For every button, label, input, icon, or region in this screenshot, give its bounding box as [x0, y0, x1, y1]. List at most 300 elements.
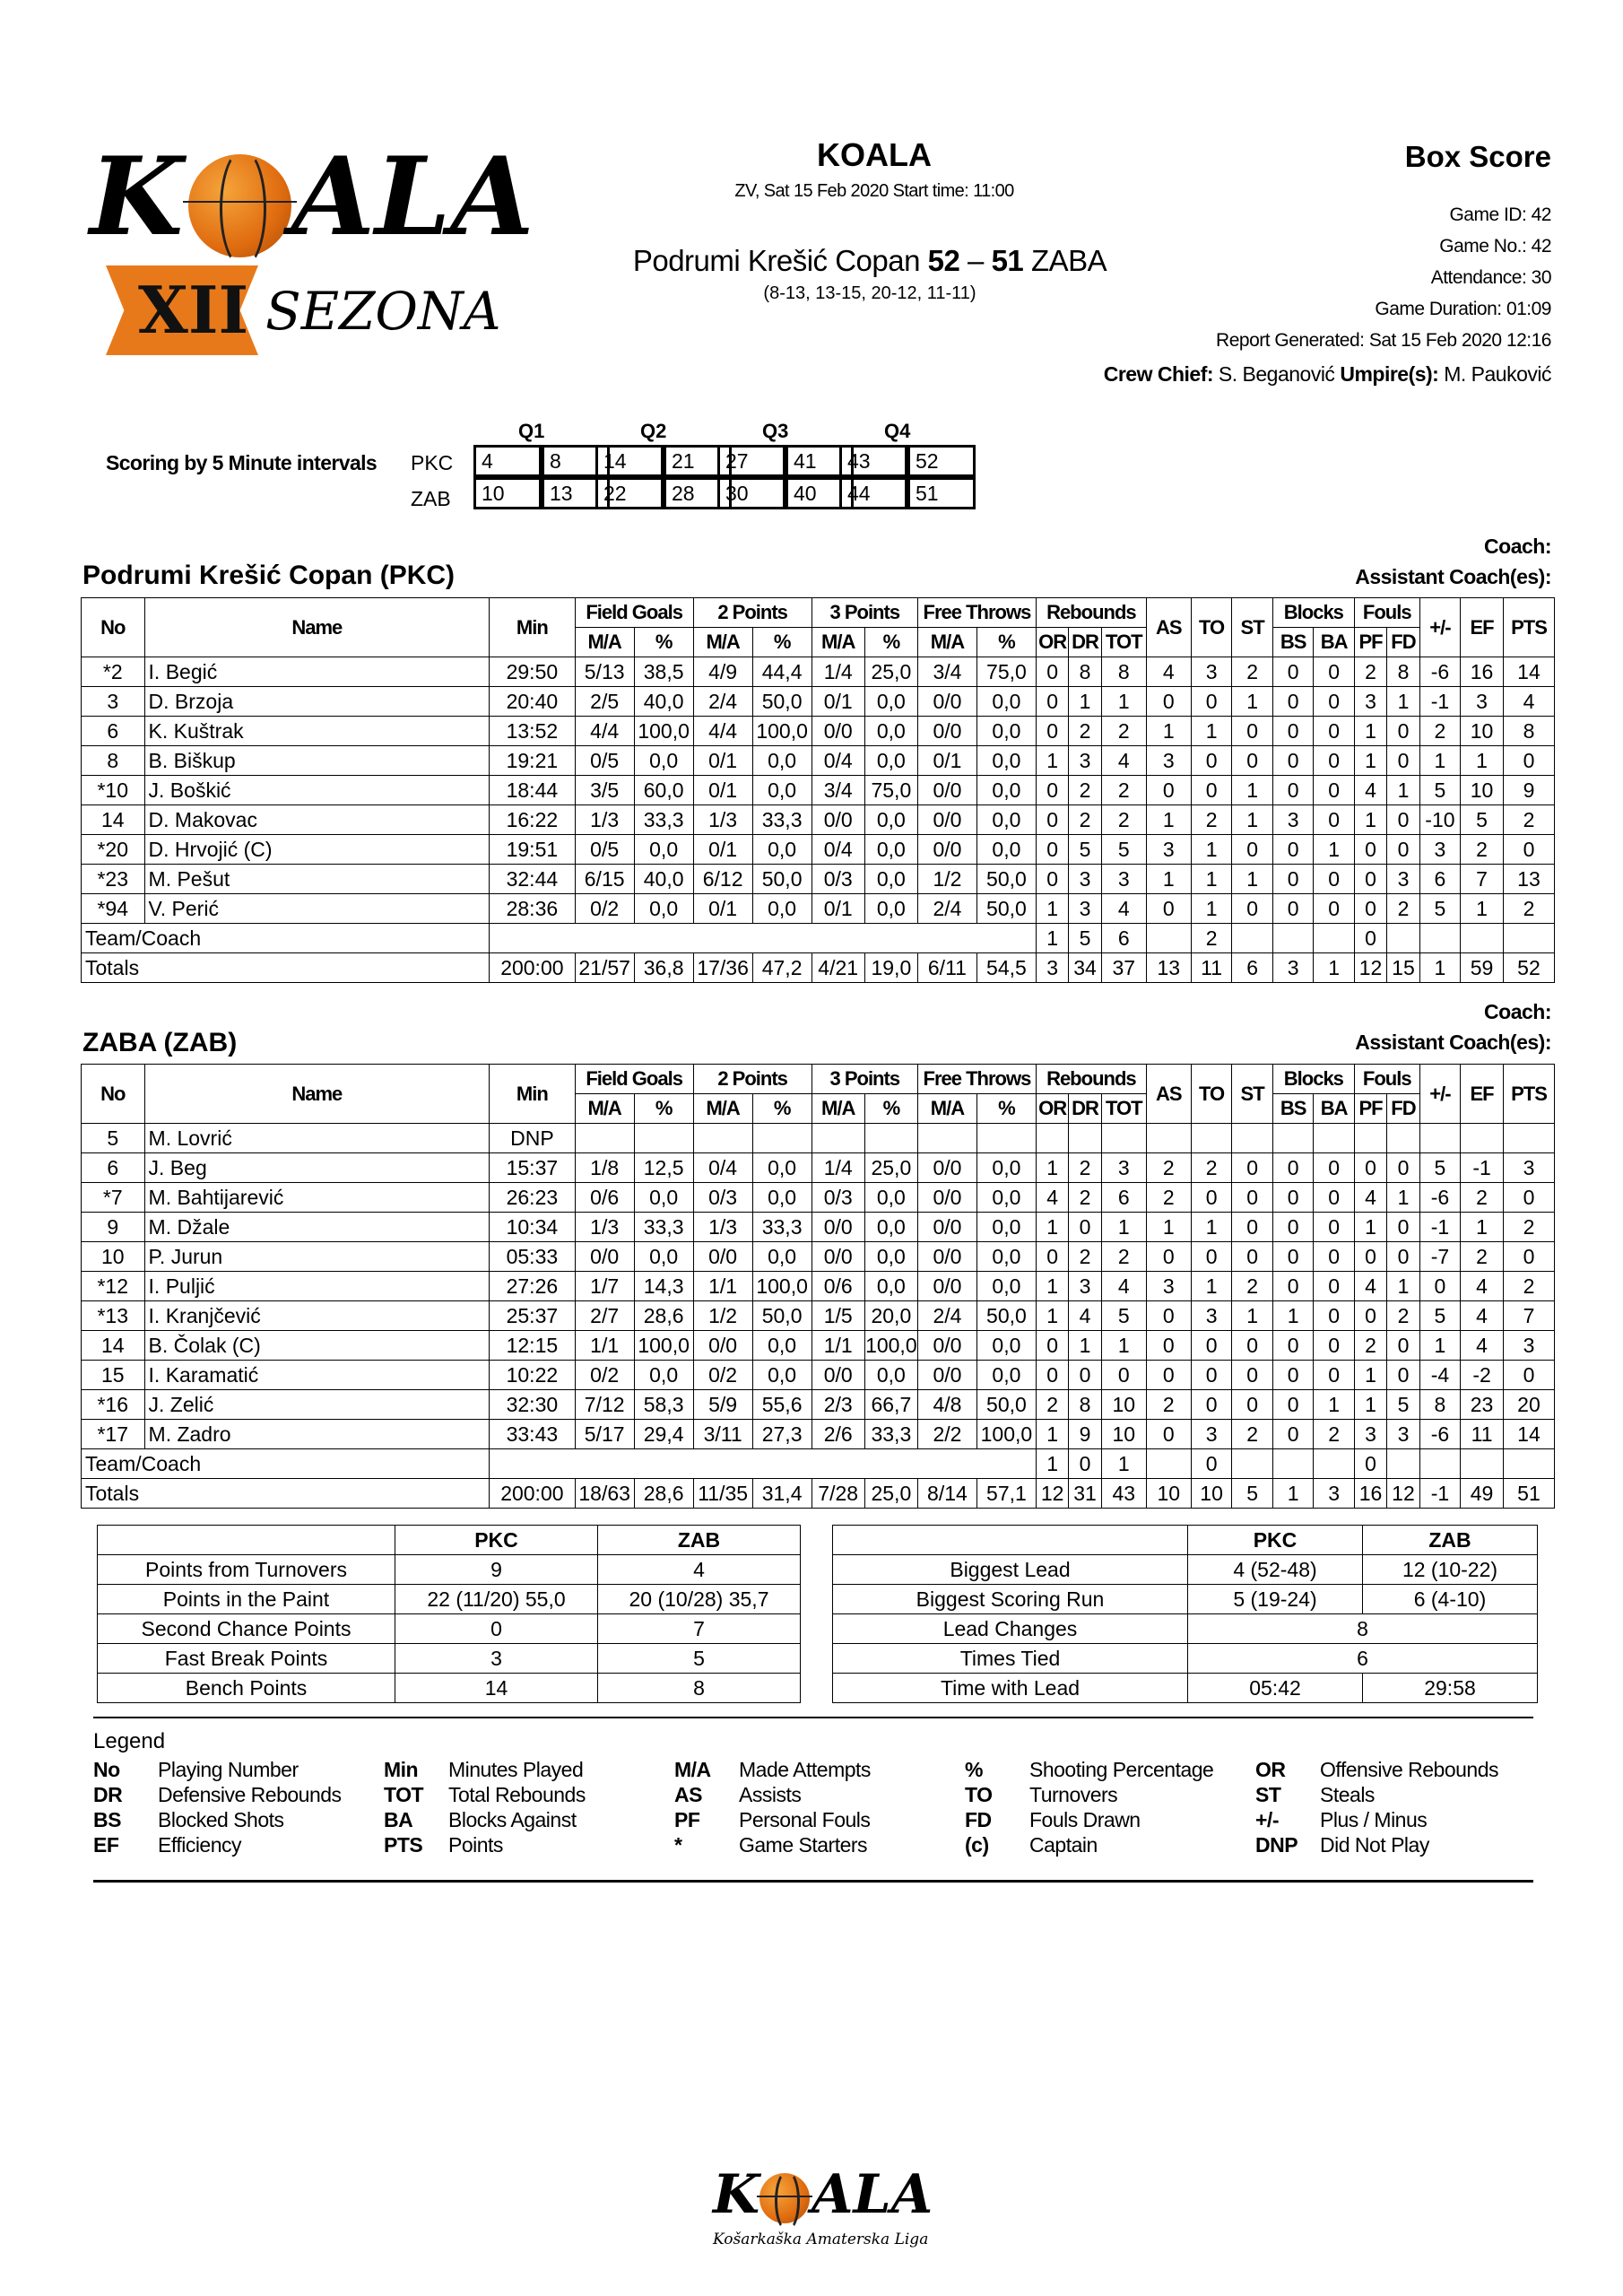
- player-number: 10: [82, 1242, 145, 1272]
- team-pm: [1419, 1449, 1461, 1479]
- stat-cell: -6: [1419, 657, 1461, 687]
- legend-desc: Fouls Drawn: [1029, 1808, 1141, 1831]
- stat-cell: 1: [1191, 1213, 1232, 1242]
- stat-cell: 50,0: [976, 1301, 1036, 1331]
- legend-key: AS: [674, 1783, 702, 1806]
- stat-cell: [693, 1124, 752, 1153]
- stat-cell: 4: [1354, 1183, 1386, 1213]
- stat-cell: 0: [1314, 687, 1355, 717]
- stat-cell: 66,7: [864, 1390, 917, 1420]
- logo-letter-k: K: [90, 134, 184, 260]
- intervals-label: Scoring by 5 Minute intervals: [106, 451, 378, 474]
- stat-cell: DNP: [490, 1124, 576, 1153]
- stat-cell: -1: [1461, 1153, 1504, 1183]
- stat-cell: 0: [1191, 1361, 1232, 1390]
- stat-cell: 1: [1387, 687, 1419, 717]
- stat-cell: 0/5: [575, 835, 634, 865]
- stat-cell: 1: [1461, 746, 1504, 776]
- stat-cell: 28,6: [634, 1301, 693, 1331]
- stat-cell: 2/6: [812, 1420, 864, 1449]
- stat-cell: 1/4: [812, 1153, 864, 1183]
- totals-cell: 57,1: [976, 1479, 1036, 1509]
- stat-cell: 1: [1146, 1213, 1191, 1242]
- footer-logo: [713, 2163, 933, 2265]
- stat-cell: 0: [1314, 1272, 1355, 1301]
- stat-cell: 14,3: [634, 1272, 693, 1301]
- stat-cell: 10:22: [490, 1361, 576, 1390]
- stat-cell: 60,0: [634, 776, 693, 805]
- team-pf: 0: [1354, 1449, 1386, 1479]
- player-row: [82, 865, 1555, 894]
- away-team-name: ZABA: [1030, 244, 1107, 277]
- stat-cell: 3/5: [575, 776, 634, 805]
- player-name: B. Biškup: [144, 746, 490, 776]
- game-duration: Game Duration: 01:09: [1375, 299, 1551, 319]
- home-score: 52: [927, 244, 960, 277]
- player-number: *17: [82, 1420, 145, 1449]
- stat-cell: 3: [1146, 835, 1191, 865]
- summary-value: 5: [598, 1644, 801, 1674]
- stat-cell: 0,0: [976, 1272, 1036, 1301]
- stat-cell: 6/15: [575, 865, 634, 894]
- col-rebounds: Rebounds: [1036, 598, 1146, 628]
- stat-cell: 0: [1387, 1361, 1419, 1390]
- stat-cell: 0,0: [864, 805, 917, 835]
- col-ma: M/A: [575, 628, 634, 657]
- stat-cell: 33,3: [752, 805, 812, 835]
- player-row: [82, 746, 1555, 776]
- stat-cell: 0,0: [864, 717, 917, 746]
- col-pct: %: [634, 628, 693, 657]
- stat-cell: 0: [1503, 835, 1554, 865]
- stat-cell: [1101, 1124, 1146, 1153]
- stat-cell: 0,0: [752, 1153, 812, 1183]
- totals-cell: 37: [1101, 953, 1146, 983]
- legend-desc: Efficiency: [158, 1833, 242, 1857]
- stat-cell: 0/1: [917, 746, 976, 776]
- stat-cell: 0,0: [976, 805, 1036, 835]
- player-number: 5: [82, 1124, 145, 1153]
- stat-cell: 3: [1272, 805, 1314, 835]
- stat-cell: 40,0: [634, 687, 693, 717]
- stat-cell: 0/0: [917, 805, 976, 835]
- stat-cell: 2: [1069, 805, 1101, 835]
- legend-desc: Defensive Rebounds: [158, 1783, 342, 1806]
- stat-cell: 4/4: [575, 717, 634, 746]
- stat-cell: 28:36: [490, 894, 576, 924]
- stat-cell: 0,0: [634, 1242, 693, 1272]
- interval-q4-table: [839, 445, 976, 509]
- stat-cell: 0: [1314, 776, 1355, 805]
- stat-cell: 1: [1461, 894, 1504, 924]
- stat-cell: 1/3: [693, 1213, 752, 1242]
- stat-cell: 7/12: [575, 1390, 634, 1420]
- stat-cell: 16:22: [490, 805, 576, 835]
- umpire-value: M. Pauković: [1444, 362, 1551, 386]
- totals-cell: -1: [1419, 1479, 1461, 1509]
- stat-cell: 0/0: [812, 717, 864, 746]
- stat-cell: 0: [1314, 657, 1355, 687]
- player-name: D. Makovac: [144, 805, 490, 835]
- team-ba: [1314, 924, 1355, 953]
- totals-cell: 5: [1232, 1479, 1273, 1509]
- legend-top-rule: [93, 1717, 1533, 1718]
- player-name: I. Puljić: [144, 1272, 490, 1301]
- totals-cell: 10: [1191, 1479, 1232, 1509]
- stat-cell: 0: [1232, 894, 1273, 924]
- stat-cell: 1: [1036, 894, 1068, 924]
- player-row: [82, 805, 1555, 835]
- summary-value: 6: [1188, 1644, 1538, 1674]
- player-name: M. Džale: [144, 1213, 490, 1242]
- player-row: [82, 1361, 1555, 1390]
- legend-desc: Minutes Played: [448, 1758, 584, 1781]
- stat-cell: 1: [1191, 865, 1232, 894]
- legend-bottom-rule: [93, 1880, 1533, 1883]
- stat-cell: 2/5: [575, 687, 634, 717]
- stat-cell: 0/1: [693, 835, 752, 865]
- stat-cell: 5: [1069, 835, 1101, 865]
- col-field-goals: Field Goals: [575, 598, 693, 628]
- stat-cell: 0,0: [634, 1361, 693, 1390]
- stat-cell: 1: [1146, 805, 1191, 835]
- team1-title: Podrumi Krešić Copan (PKC): [82, 561, 456, 590]
- stat-cell: 18:44: [490, 776, 576, 805]
- stat-cell: 1: [1101, 687, 1146, 717]
- team1-coach: Coach:: [1484, 535, 1551, 558]
- col-tot: TOT: [1101, 628, 1146, 657]
- col-pct: %: [976, 628, 1036, 657]
- stat-cell: 4: [1069, 1301, 1101, 1331]
- stat-cell: 0,0: [976, 746, 1036, 776]
- stat-cell: 11: [1461, 1420, 1504, 1449]
- stat-cell: 4: [1461, 1301, 1504, 1331]
- stat-cell: 0,0: [976, 776, 1036, 805]
- stat-cell: 3: [1503, 1331, 1554, 1361]
- legend-desc: Playing Number: [158, 1758, 299, 1781]
- stat-cell: 0,0: [976, 717, 1036, 746]
- stat-cell: 3: [1191, 1420, 1232, 1449]
- stat-cell: 2: [1069, 1183, 1101, 1213]
- stat-cell: 0,0: [752, 746, 812, 776]
- stat-cell: 4: [1101, 746, 1146, 776]
- totals-cell: 6/11: [917, 953, 976, 983]
- col-plus-minus: +/-: [1419, 1065, 1461, 1124]
- stat-cell: [1191, 1124, 1232, 1153]
- stat-cell: 5: [1419, 776, 1461, 805]
- team-coach-row: [82, 924, 1555, 953]
- player-number: 14: [82, 805, 145, 835]
- col-dr: DR: [1069, 628, 1101, 657]
- stat-cell: 0,0: [864, 1272, 917, 1301]
- legend-key: PTS: [384, 1833, 423, 1857]
- stat-cell: 0: [1314, 1153, 1355, 1183]
- stat-cell: 0: [1146, 894, 1191, 924]
- player-row: [82, 657, 1555, 687]
- col-fd: FD: [1387, 1094, 1419, 1124]
- stat-cell: -6: [1419, 1183, 1461, 1213]
- stat-cell: 2: [1101, 776, 1146, 805]
- stat-cell: 75,0: [976, 657, 1036, 687]
- interval-cell: 40: [785, 477, 854, 509]
- stat-cell: 2/4: [917, 894, 976, 924]
- stat-cell: 3: [1101, 1153, 1146, 1183]
- team-or: 1: [1036, 924, 1068, 953]
- stat-cell: 0/0: [917, 1153, 976, 1183]
- team1-assistant: Assistant Coach(es):: [1355, 565, 1551, 588]
- stat-cell: 1: [1354, 1390, 1386, 1420]
- stat-cell: 1: [1354, 1213, 1386, 1242]
- stat-cell: 20:40: [490, 687, 576, 717]
- totals-cell: 1: [1272, 1479, 1314, 1509]
- stat-cell: 0/0: [693, 1242, 752, 1272]
- stat-cell: 1: [1036, 1153, 1068, 1183]
- stat-cell: 0/3: [693, 1183, 752, 1213]
- legend-key: Min: [384, 1758, 419, 1781]
- legend-key: DR: [93, 1783, 123, 1806]
- interval-cell: 22: [595, 477, 664, 509]
- player-number: *2: [82, 657, 145, 687]
- col-pct: %: [864, 1094, 917, 1124]
- stat-cell: 0/0: [812, 1213, 864, 1242]
- team2-title: ZABA (ZAB): [82, 1028, 238, 1057]
- col-name: Name: [144, 598, 490, 657]
- summary-left: [97, 1525, 801, 1703]
- stat-cell: -10: [1419, 805, 1461, 835]
- stat-cell: 0,0: [752, 1331, 812, 1361]
- stat-cell: 3: [1354, 1420, 1386, 1449]
- player-number: 9: [82, 1213, 145, 1242]
- stat-cell: 0: [1232, 1242, 1273, 1272]
- stat-cell: 0: [1272, 1331, 1314, 1361]
- team-ef: [1461, 1449, 1504, 1479]
- stat-cell: 5: [1461, 805, 1504, 835]
- stat-cell: 2: [1069, 1153, 1101, 1183]
- interval-cell: 21: [664, 445, 732, 477]
- totals-cell: 11/35: [693, 1479, 752, 1509]
- col-3-points: 3 Points: [812, 598, 917, 628]
- stat-cell: 2: [1461, 1183, 1504, 1213]
- totals-row: [82, 1479, 1555, 1509]
- stat-cell: 0: [1036, 1361, 1068, 1390]
- stat-cell: 0: [1232, 746, 1273, 776]
- stat-cell: 5/17: [575, 1420, 634, 1449]
- stat-cell: 2/4: [693, 687, 752, 717]
- stat-cell: 0: [1191, 687, 1232, 717]
- stat-cell: 1: [1461, 1213, 1504, 1242]
- stat-cell: 13:52: [490, 717, 576, 746]
- col-pct: %: [976, 1094, 1036, 1124]
- footer-logo-k: K: [713, 2163, 760, 2226]
- legend-desc: Game Starters: [739, 1833, 868, 1857]
- col-ma: M/A: [917, 628, 976, 657]
- summary-value: 0: [395, 1614, 598, 1644]
- summary-label: Lead Changes: [833, 1614, 1188, 1644]
- stat-cell: 0: [1354, 1153, 1386, 1183]
- stat-cell: 0,0: [864, 746, 917, 776]
- legend-key: DNP: [1255, 1833, 1298, 1857]
- team-dr: 0: [1069, 1449, 1101, 1479]
- stat-cell: 0: [1354, 835, 1386, 865]
- stat-cell: 1: [1036, 1213, 1068, 1242]
- col-plus-minus: +/-: [1419, 598, 1461, 657]
- stat-cell: 32:44: [490, 865, 576, 894]
- totals-cell: 3: [1036, 953, 1068, 983]
- stat-cell: [1272, 1124, 1314, 1153]
- stat-cell: 0: [1232, 1213, 1273, 1242]
- stat-cell: 1: [1419, 1331, 1461, 1361]
- stat-cell: 1: [1191, 894, 1232, 924]
- stat-cell: 2: [1191, 805, 1232, 835]
- team-bs: [1272, 924, 1314, 953]
- stat-cell: 0/0: [917, 1272, 976, 1301]
- summary-label: Bench Points: [98, 1674, 395, 1703]
- stat-cell: 40,0: [634, 865, 693, 894]
- totals-cell: 52: [1503, 953, 1554, 983]
- stat-cell: 10: [1461, 776, 1504, 805]
- stat-cell: 9: [1503, 776, 1554, 805]
- stat-cell: 0/4: [693, 1153, 752, 1183]
- stat-cell: 25,0: [864, 657, 917, 687]
- totals-cell: 28,6: [634, 1479, 693, 1509]
- totals-cell: 3: [1272, 953, 1314, 983]
- stat-cell: 0: [1314, 1301, 1355, 1331]
- team2-box-score: [81, 1064, 1555, 1509]
- stat-cell: 4: [1503, 687, 1554, 717]
- stat-cell: [1036, 1124, 1068, 1153]
- stat-cell: 3: [1146, 746, 1191, 776]
- stat-cell: 2: [1191, 1153, 1232, 1183]
- legend-key: M/A: [674, 1758, 711, 1781]
- summary-value: 6 (4-10): [1363, 1585, 1538, 1614]
- totals-cell: 34: [1069, 953, 1101, 983]
- interval-cell: 28: [664, 477, 732, 509]
- stat-cell: 2: [1146, 1390, 1191, 1420]
- player-row: [82, 1272, 1555, 1301]
- team-as: [1146, 924, 1191, 953]
- stat-cell: 0/0: [917, 687, 976, 717]
- stat-cell: 12,5: [634, 1153, 693, 1183]
- player-name: M. Pešut: [144, 865, 490, 894]
- stat-cell: 2: [1354, 657, 1386, 687]
- stat-cell: 0: [1272, 776, 1314, 805]
- team-coach-label: Team/Coach: [82, 924, 490, 953]
- stat-cell: 0: [1272, 657, 1314, 687]
- game-subtitle: ZV, Sat 15 Feb 2020 Start time: 11:00: [734, 181, 1014, 201]
- stat-cell: 0/0: [917, 1242, 976, 1272]
- col-name: Name: [144, 1065, 490, 1124]
- stat-cell: 2: [1503, 1213, 1554, 1242]
- player-number: *7: [82, 1183, 145, 1213]
- stat-cell: 0,0: [976, 687, 1036, 717]
- stat-cell: 1/8: [575, 1153, 634, 1183]
- team1-box-score: [81, 597, 1555, 983]
- col-as: AS: [1146, 1065, 1191, 1124]
- col-min: Min: [490, 598, 576, 657]
- stat-cell: 2: [1503, 894, 1554, 924]
- stat-cell: 33,3: [634, 805, 693, 835]
- col-pct: %: [752, 1094, 812, 1124]
- legend-desc: Made Attempts: [739, 1758, 871, 1781]
- totals-row: [82, 953, 1555, 983]
- legend-title: Legend: [93, 1729, 166, 1753]
- stat-cell: 1: [1036, 1420, 1068, 1449]
- stat-cell: 1: [1069, 1331, 1101, 1361]
- col-tot: TOT: [1101, 1094, 1146, 1124]
- stat-cell: 3: [1387, 865, 1419, 894]
- interval-q4: Q4: [884, 420, 911, 442]
- stat-cell: 1/3: [575, 1213, 634, 1242]
- col-free-throws: Free Throws: [917, 1065, 1036, 1094]
- stat-cell: 2: [1461, 835, 1504, 865]
- stat-cell: 2: [1461, 1242, 1504, 1272]
- col-ma: M/A: [575, 1094, 634, 1124]
- player-name: M. Lovrić: [144, 1124, 490, 1153]
- stat-cell: 0: [1146, 1301, 1191, 1331]
- stat-cell: 0/1: [693, 894, 752, 924]
- stat-cell: 5: [1419, 894, 1461, 924]
- col-no: No: [82, 598, 145, 657]
- game-id: Game ID: 42: [1449, 204, 1551, 225]
- player-number: 3: [82, 687, 145, 717]
- stat-cell: 1/3: [575, 805, 634, 835]
- col-ba: BA: [1314, 628, 1355, 657]
- stat-cell: 4/8: [917, 1390, 976, 1420]
- summary-value: 14: [395, 1674, 598, 1703]
- stat-cell: 0/6: [812, 1272, 864, 1301]
- player-name: D. Hrvojić (C): [144, 835, 490, 865]
- player-number: 14: [82, 1331, 145, 1361]
- totals-cell: 49: [1461, 1479, 1504, 1509]
- stat-cell: 100,0: [752, 1272, 812, 1301]
- stat-cell: [812, 1124, 864, 1153]
- stat-cell: 0: [1146, 1242, 1191, 1272]
- legend-key: +/-: [1255, 1808, 1279, 1831]
- interval-cell: 51: [907, 477, 976, 509]
- col-st: ST: [1232, 1065, 1273, 1124]
- legend-desc: Shooting Percentage: [1029, 1758, 1214, 1781]
- stat-cell: 3: [1101, 865, 1146, 894]
- stat-cell: 0,0: [864, 1213, 917, 1242]
- stat-cell: 1: [1101, 1213, 1146, 1242]
- team-or: 1: [1036, 1449, 1068, 1479]
- stat-cell: 0/0: [917, 1183, 976, 1213]
- stat-cell: 4: [1146, 657, 1191, 687]
- stat-cell: 27,3: [752, 1420, 812, 1449]
- totals-cell: 59: [1461, 953, 1504, 983]
- stat-cell: [1146, 1124, 1191, 1153]
- stat-cell: 0/2: [693, 1361, 752, 1390]
- summary-value: 29:58: [1363, 1674, 1538, 1703]
- col-pts: PTS: [1503, 598, 1554, 657]
- player-row: [82, 776, 1555, 805]
- stat-cell: 2: [1314, 1420, 1355, 1449]
- legend-desc: Personal Fouls: [739, 1808, 871, 1831]
- stat-cell: 0/0: [917, 717, 976, 746]
- stat-cell: 2: [1503, 1272, 1554, 1301]
- stat-cell: 0: [1387, 1242, 1419, 1272]
- player-name: J. Boškić: [144, 776, 490, 805]
- totals-cell: 12: [1036, 1479, 1068, 1509]
- legend-desc: Turnovers: [1029, 1783, 1118, 1806]
- summary-label: Fast Break Points: [98, 1644, 395, 1674]
- legend-desc: Blocks Against: [448, 1808, 577, 1831]
- stat-cell: 1: [1387, 1183, 1419, 1213]
- stat-cell: 0: [1314, 805, 1355, 835]
- team-as: [1146, 1449, 1191, 1479]
- stat-cell: 2: [1387, 1301, 1419, 1331]
- stat-cell: 0: [1272, 894, 1314, 924]
